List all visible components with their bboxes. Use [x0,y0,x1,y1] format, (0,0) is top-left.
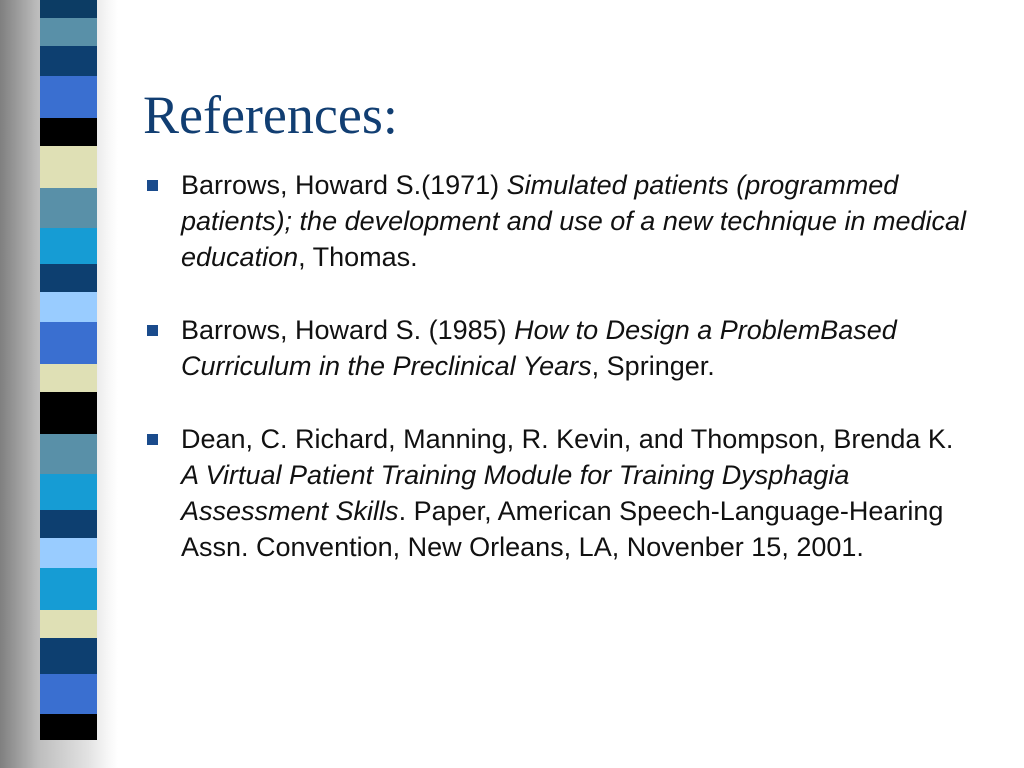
stripe-segment [40,674,97,714]
reference-text: Dean, C. Richard, Manning, R. Kevin, and Thompson, Brenda K. [181,424,954,454]
stripe-segment [40,638,97,674]
stripe-segment [40,714,97,740]
stripe-segment [40,228,97,264]
reference-item [143,167,973,275]
stripe-segment [40,292,97,322]
slide-title: References: [143,85,398,145]
stripe-segment [40,46,97,76]
square-bullet-icon [147,180,158,191]
stripe-segment [40,264,97,292]
decorative-stripe-bar [40,0,97,768]
stripe-segment [40,610,97,638]
stripe-segment [40,538,97,568]
stripe-segment [40,18,97,46]
stripe-segment [40,364,97,392]
reference-text: . Paper, American Speech-Language-Hearing Assn. Convention, New Orleans, LA, Novenber 15, 2001. [181,496,944,562]
reference-title-text: Simulated patients (programmed patients); the development and use of a new technique in medical education [181,170,967,272]
stripe-segment [40,510,97,538]
stripe-segment [40,0,97,18]
reference-text: Barrows, Howard S. (1985) [181,315,515,345]
reference-text: , Springer. [591,351,715,381]
reference-title-text: A Virtual Patient Training Module for Training Dysphagia Assessment Skills [181,460,850,526]
square-bullet-icon [147,325,158,336]
square-bullet-icon [147,434,158,445]
reference-text: , Thomas. [298,242,418,272]
reference-text: Barrows, Howard S.(1971) [181,170,507,200]
stripe-segment [40,392,97,434]
reference-list [143,167,973,602]
stripe-segment [40,118,97,146]
reference-title-text: How to Design a ProblemBased Curriculum in the Preclinical Years [181,315,897,381]
reference-item [143,421,973,565]
stripe-segment [40,188,97,228]
stripe-segment [40,568,97,610]
stripe-segment [40,322,97,364]
stripe-segment [40,146,97,188]
stripe-segment [40,434,97,474]
reference-item [143,312,973,384]
stripe-segment [40,76,97,118]
stripe-segment [40,474,97,510]
